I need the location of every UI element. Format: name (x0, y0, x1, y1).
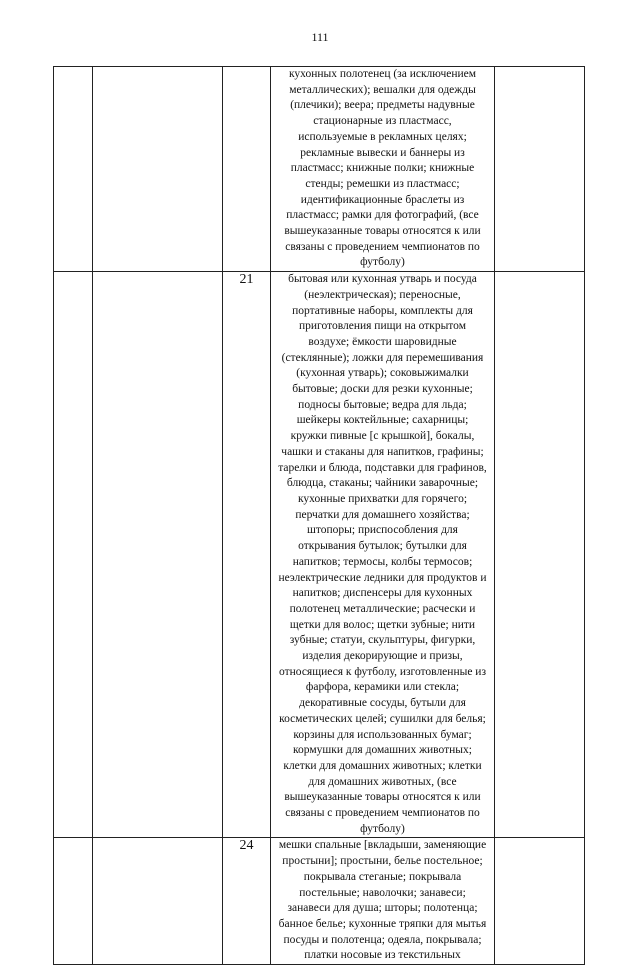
description-line: (кухонная утварь); соковыжималки (296, 367, 469, 380)
description-line: перчатки для домашнего хозяйства; (295, 508, 470, 521)
description-line: полотенец металлические; расчески и (289, 602, 476, 615)
description-line: блюдца, стаканы; чайники заварочные; (286, 477, 479, 490)
description-line: связаны с проведением чемпионатов по (285, 807, 480, 820)
description-line: металлических); вешалки для одежды (289, 83, 476, 96)
description-line: постельные; наволочки; занавеси; (299, 886, 466, 899)
description-line: косметических целей; сушилки для белья; (279, 712, 486, 725)
goods-table (53, 66, 585, 965)
table-row (54, 67, 585, 272)
empty-cell (93, 272, 223, 838)
page-number: 111 (311, 30, 329, 44)
description-line: относящиеся к футболу, изготовленные из (279, 665, 486, 678)
description-line: связаны с проведением чемпионатов по (285, 240, 480, 253)
description-line: платки носовые из текстильных (304, 949, 461, 962)
description-line: чашки и стаканы для напитков, графины; (281, 445, 484, 458)
description-line: зубные; статуи, скульптуры, фигурки, (289, 634, 476, 647)
description-line: футболу) (360, 822, 405, 835)
description-line: мешки спальные [вкладыши, заменяющие (278, 839, 487, 852)
description-line: пластмасс; книжные полки; книжные (290, 162, 475, 175)
description-line: щетки для волос; щетки зубные; нити (289, 618, 476, 631)
description-line: банное белье; кухонные тряпки для мытья (278, 917, 487, 930)
description-line: тарелки и блюда, подставки для графинов, (278, 461, 487, 474)
description-line: неэлектрические ледники для продуктов и (278, 571, 487, 584)
description-line: рекламные вывески и баннеры из (300, 146, 465, 159)
empty-cell (495, 838, 585, 965)
description-line: занавеси для душа; шторы; полотенца; (287, 902, 478, 915)
empty-cell (93, 67, 223, 272)
description-line: кухонные прихватки для горячего; (297, 492, 468, 505)
description-line: стенды; ремешки из пластмасс; (305, 177, 460, 190)
goods-description (271, 272, 495, 838)
description-line: покрывала стеганые; покрывала (303, 870, 462, 883)
description-line: клетки для домашних животных; клетки (283, 759, 482, 772)
empty-cell (93, 838, 223, 965)
description-line: стационарные из пластмасс, (313, 115, 452, 128)
description-line: пластмасс; рамки для фотографий, (все (286, 209, 479, 222)
description-line: шейкеры коктейльные; сахарницы; (296, 414, 469, 427)
goods-description (271, 67, 495, 272)
description-line: простыни]; простыни, белье постельное; (282, 855, 483, 868)
empty-cell (54, 838, 93, 965)
class-number-cell (223, 67, 271, 272)
description-line: корзины для использованных бумаг; (293, 728, 472, 741)
description-line: кормушки для домашних животных; (293, 744, 472, 757)
description-line: напитков; термосы, колбы термосов; (292, 555, 473, 568)
description-line: штопоры; приспособления для (307, 524, 458, 537)
description-line: портативные наборы, комплекты для (292, 304, 473, 317)
description-line: изделия декорирующие и призы, (302, 650, 463, 663)
description-line: используемые в рекламных целях; (298, 130, 467, 143)
empty-cell (495, 272, 585, 838)
class-number-cell: 24 (223, 838, 271, 965)
class-number-cell: 21 (223, 272, 271, 838)
empty-cell (54, 67, 93, 272)
table-row (54, 838, 585, 965)
description-line: фарфора, керамики или стекла; (305, 681, 460, 694)
description-line: приготовления пищи на открытом (298, 320, 466, 333)
description-line: кухонных полотенец (за исключением (288, 68, 477, 80)
description-line: (неэлектрическая); переносные, (304, 288, 461, 301)
description-line: для домашних животных, (все (308, 775, 457, 788)
description-line: декоративные сосуды, бутыли для (299, 697, 466, 710)
empty-cell (54, 272, 93, 838)
table-row (54, 272, 585, 838)
description-line: футболу) (360, 256, 405, 269)
description-line: бытовые; доски для резки кухонные; (292, 383, 473, 396)
description-line: вышеуказанные товары относятся к или (284, 791, 481, 804)
description-line: бытовая или кухонная утварь и посуда (288, 273, 477, 286)
empty-cell (495, 67, 585, 272)
description-line: напитков; диспенсеры для кухонных (292, 587, 473, 600)
description-line: открывания бутылок; бутылки для (298, 540, 467, 553)
description-line: (плечики); веера; предметы надувные (290, 99, 475, 112)
description-line: посуды и полотенца; одеяла, покрывала; (283, 933, 482, 946)
description-line: (стеклянные); ложки для перемешивания (281, 351, 484, 364)
description-line: кружки пивные [с крышкой], бокалы, (290, 430, 475, 443)
description-line: воздухе; ёмкости шаровидные (308, 335, 457, 348)
description-line: вышеуказанные товары относятся к или (284, 225, 481, 238)
description-line: подносы бытовые; ведра для льда; (298, 398, 467, 411)
description-line: идентификационные браслеты из (300, 193, 465, 206)
goods-description (271, 838, 495, 965)
